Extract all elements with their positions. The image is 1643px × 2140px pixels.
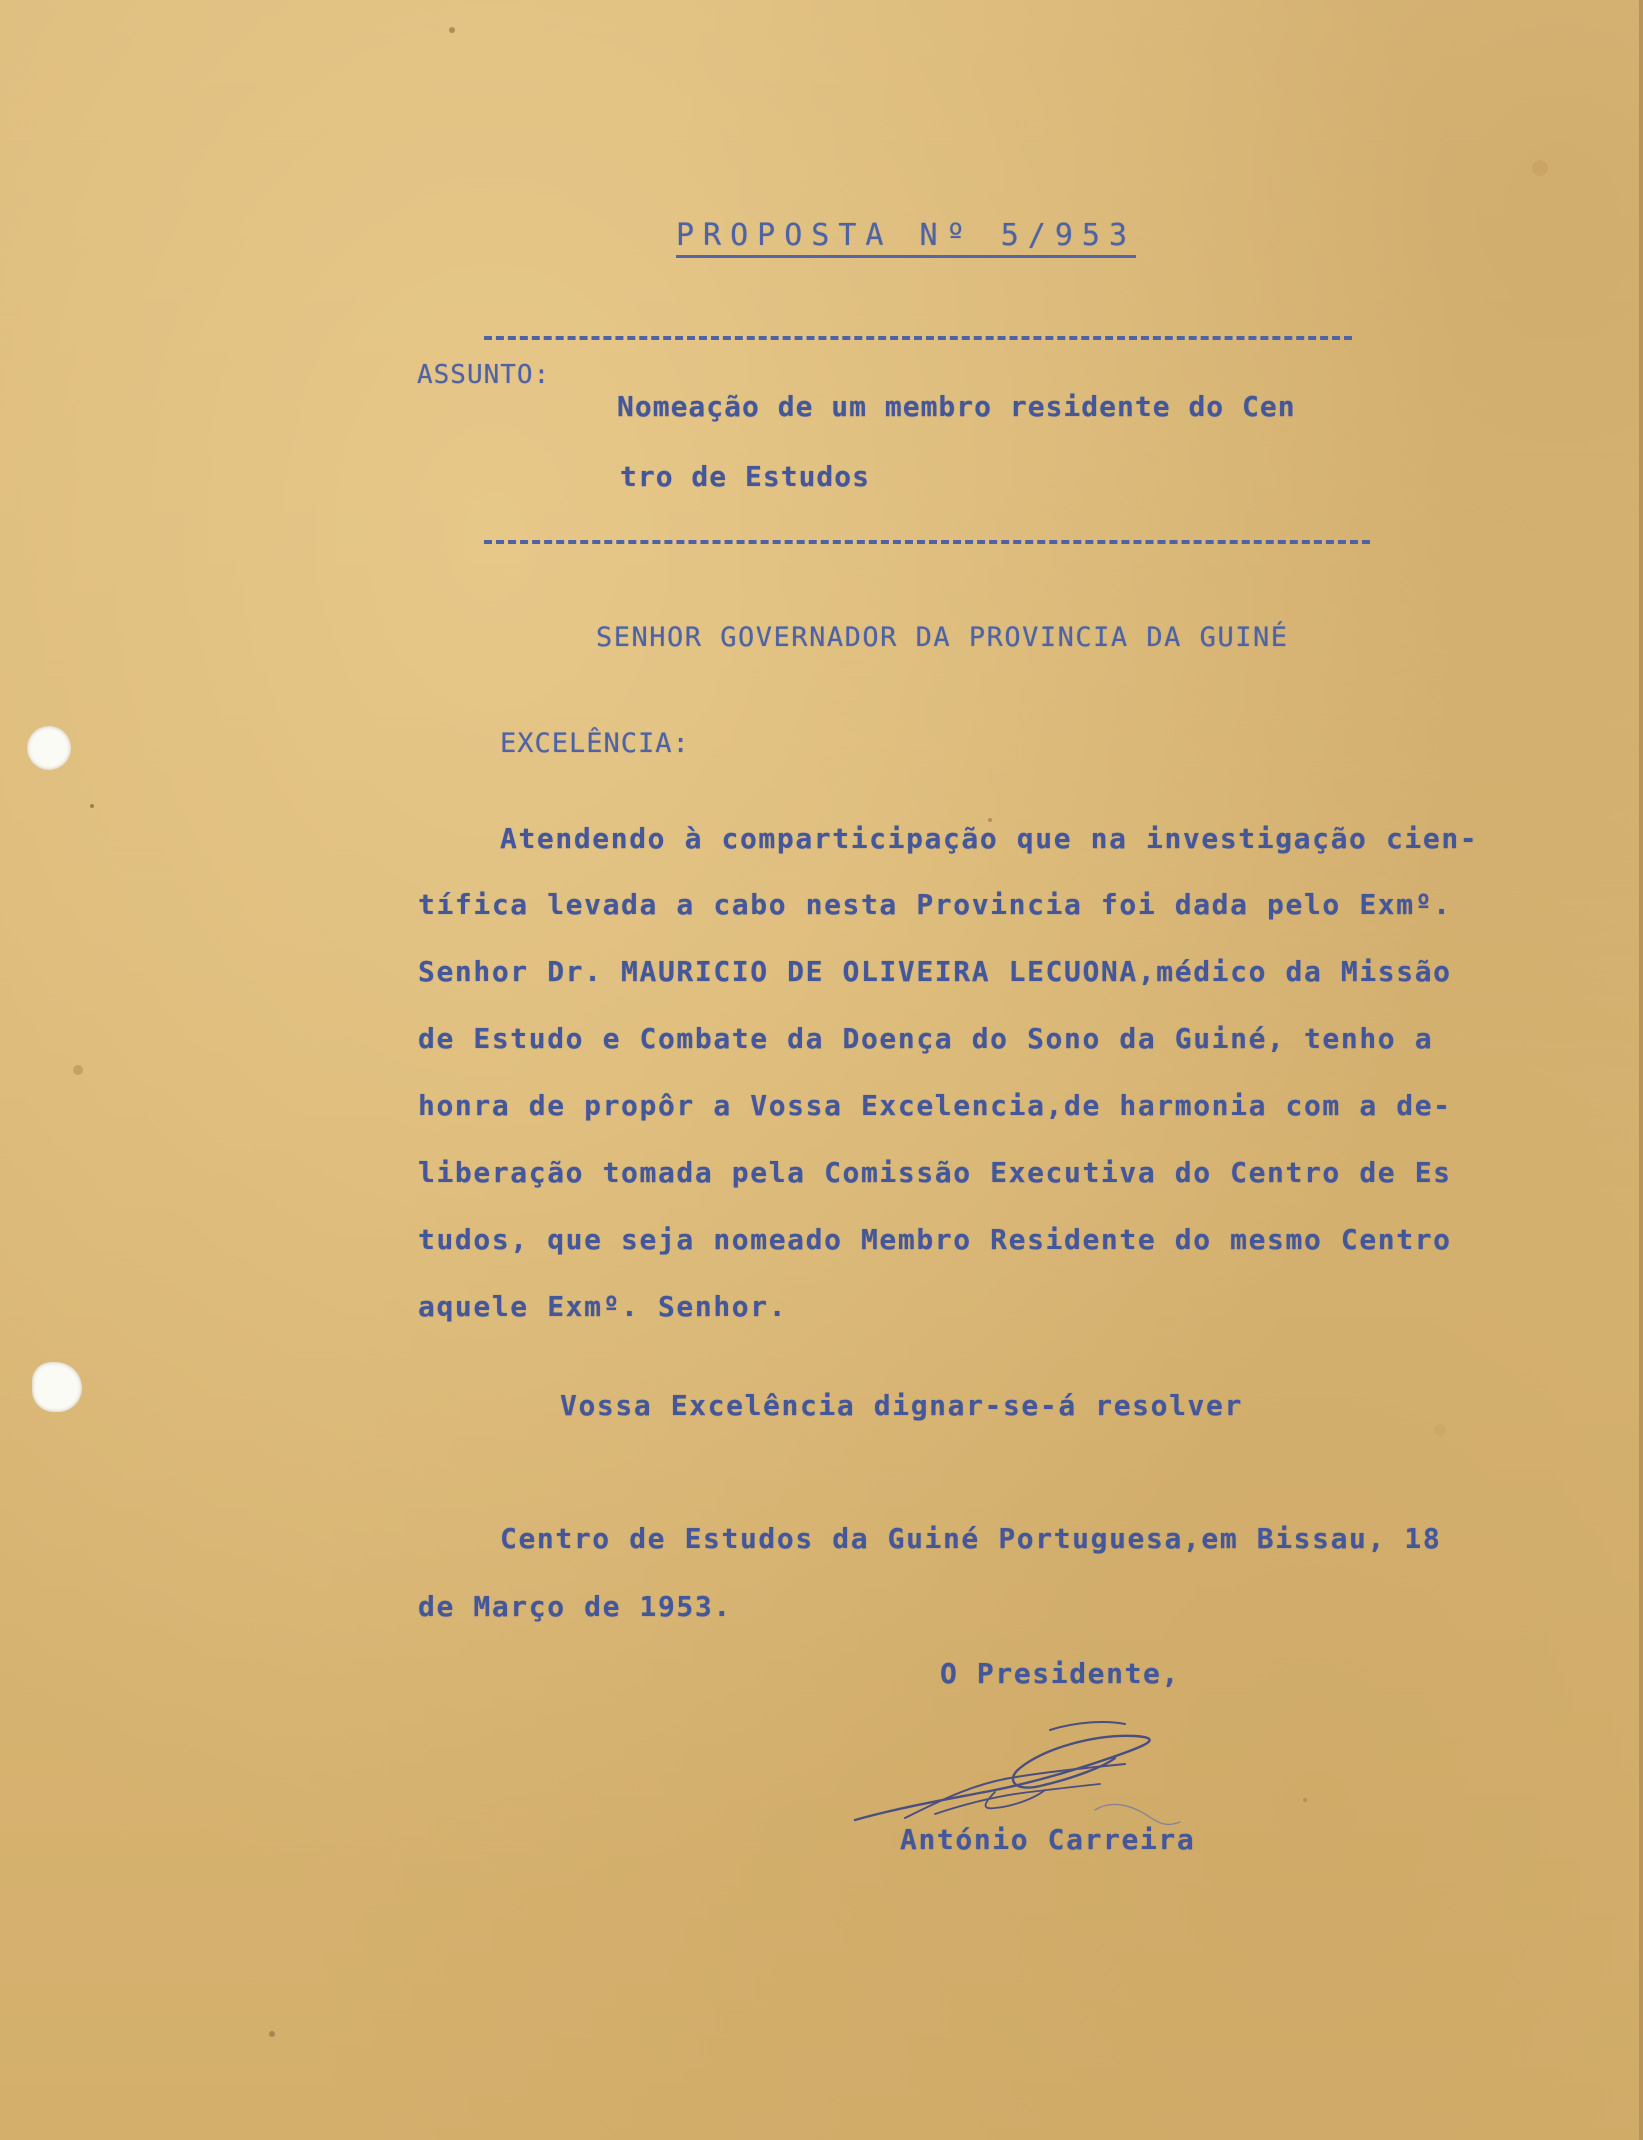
punch-hole-top — [27, 726, 71, 770]
addressee: SENHOR GOVERNADOR DA PROVINCIA DA GUINÉ — [596, 622, 1289, 653]
subject-line: tro de Estudos — [620, 460, 871, 493]
body-line: honra de propôr a Vossa Excelencia,de harmonia com a de- — [418, 1089, 1452, 1122]
place-date-line: de Março de 1953. — [418, 1590, 732, 1623]
divider-bottom — [484, 540, 1370, 544]
body-line: aquele Exmº. Senhor. — [418, 1290, 788, 1323]
punch-hole-bottom — [32, 1362, 82, 1412]
closing-formula: Vossa Excelência dignar-se-á resolver — [560, 1389, 1243, 1422]
paper-edge — [1639, 0, 1643, 2140]
subject-line: Nomeação de um membro residente do Cen — [617, 390, 1296, 423]
signatory-name: António Carreira — [900, 1823, 1196, 1856]
subject-label: ASSUNTO: — [417, 360, 551, 390]
place-date-line: Centro de Estudos da Guiné Portuguesa,em Bissau, 18 — [500, 1522, 1442, 1555]
body-line: de Estudo e Combate da Doença do Sono da Guiné, tenho a — [418, 1022, 1434, 1055]
signatory-title: O Presidente, — [940, 1657, 1180, 1690]
body-line: liberação tomada pela Comissão Executiva do Centro de Es — [418, 1156, 1452, 1189]
body-line: Senhor Dr. MAURICIO DE OLIVEIRA LECUONA,médico da Missão — [418, 955, 1452, 988]
body-line: tudos, que seja nomeado Membro Residente do mesmo Centro — [418, 1223, 1452, 1256]
document-title: PROPOSTA Nº 5/953 — [676, 218, 1136, 258]
salutation: EXCELÊNCIA: — [500, 728, 690, 759]
body-line: Atendendo à comparticipação que na investigação cien- — [500, 822, 1479, 855]
divider-top — [484, 336, 1352, 340]
body-line: tífica levada a cabo nesta Provincia foi dada pelo Exmº. — [418, 888, 1452, 921]
